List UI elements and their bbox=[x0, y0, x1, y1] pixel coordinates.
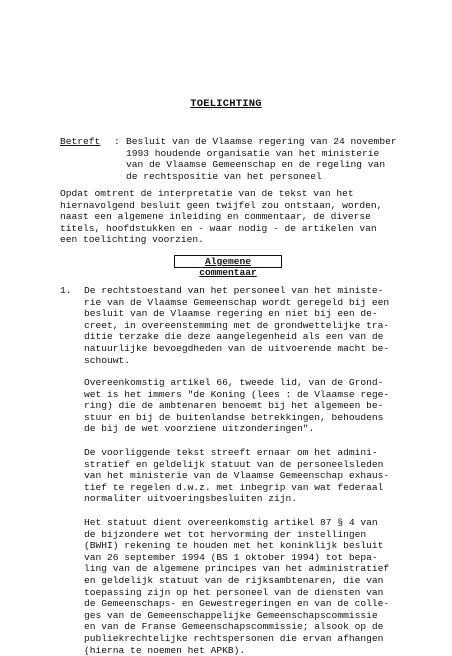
paragraph-2: Overeenkomstig artikel 66, tweede lid, van de Grond- wet is het immers "de Koning (lees : de Vlaamse rege- ring) die de ambtenaren benoemt bij het algemeen be- stuur en bij de buitenlandse betrekkingen, behoudens de bij de wet voorziene uitzonderingen". bbox=[84, 377, 390, 435]
paragraph-1: De rechtstoestand van het personeel van het ministe- rie van de Vlaamse Gemeenschap wordt geregeld bij een besluit van de Vlaamse regering en niet bij een de- creet, in overeenstemming met de grondwettelijke tra- ditie terzake die deze aangelegenheid als een van de natuurlijke bevoegdheden van de uitvoerende macht be- schouwt. bbox=[84, 285, 390, 366]
paragraph-4: Het statuut dient overeenkomstig artikel 87 § 4 van de bijzondere wet tot hervorming der instellingen (BWHI) rekening te houden met het koninklijk besluit van 26 september 1994 (BS 1 oktober 1994) tot bepa- ling van de algemene principes van het administratief en geldelijk statuut van de rijksambtenaren, die van toepassing zijn op het personeel van de diensten van de Gemeenschaps- en Gewestregeringen en van de colle- ges van de Gemeenschappelijke Gemeenschapscommissie en van de Franse Gemeenschapscommissie; alsook op de publiekrechtelijke rechtspersonen die ervan afhangen (hierna te noemen het APKB). bbox=[84, 517, 390, 656]
betreft-separator: : bbox=[114, 136, 120, 147]
section-heading-box: Algemene commentaar bbox=[174, 255, 282, 268]
intro-paragraph: Opdat omtrent de interpretatie van de tekst van het hiernavolgend besluit geen twijfel zou ontstaan, worden, naast een algemene inleiding en commentaar, de diverse titels, hoofdstukken en - waar nodig - de artikelen van een toelichting voorzien. bbox=[60, 188, 383, 246]
betreft-label: Betreft bbox=[60, 136, 101, 147]
section-number: 1. bbox=[60, 285, 72, 296]
page-title: TOELICHTING bbox=[190, 98, 262, 110]
paragraph-3: De voorliggende tekst streeft ernaar om het admini- stratief en geldelijk statuut van de personeelsleden van het ministerie van de Vlaamse Gemeenschap exhaus- tief te regelen d.w.z. met inbegrip van wat federaal normaliter uitvoeringsbesluiten zijn. bbox=[84, 447, 390, 505]
betreft-text: Besluit van de Vlaamse regering van 24 november 1993 houdende organisatie van het ministerie van de Vlaamse Gemeenschap en de regeling van de rechtspositie van het personeel bbox=[126, 136, 397, 182]
